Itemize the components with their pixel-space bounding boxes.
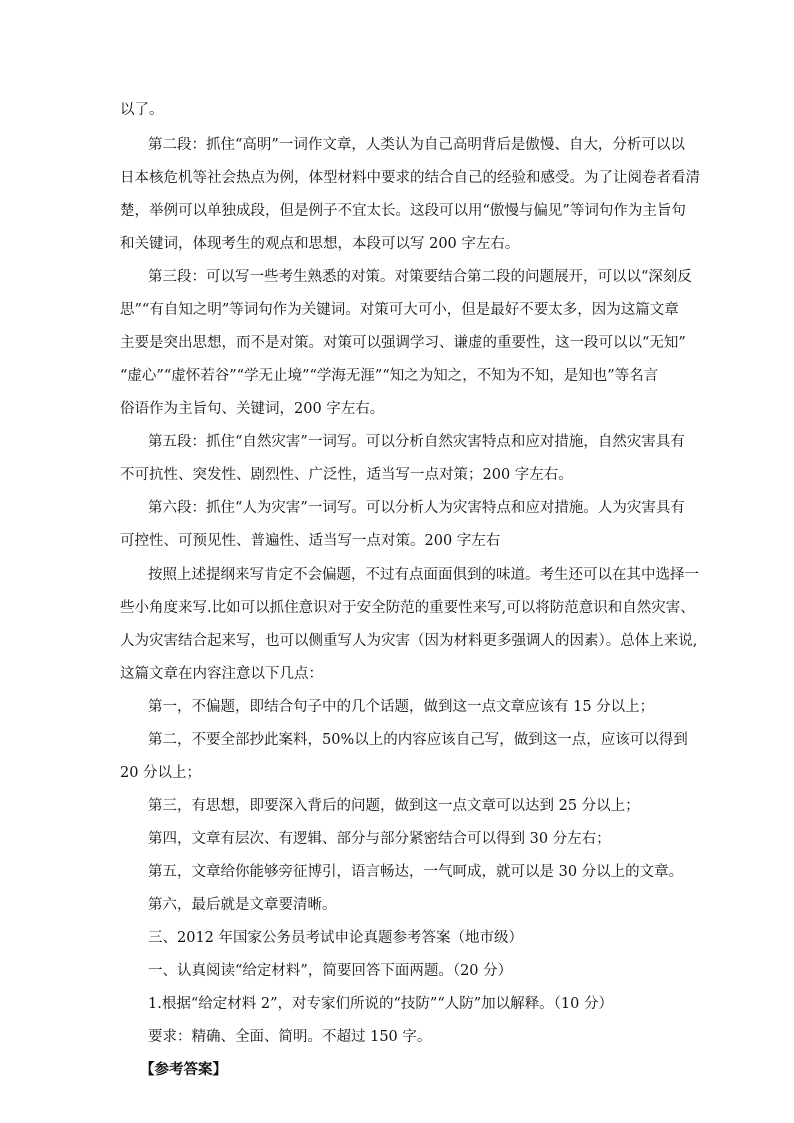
text-line: 俗语作为主旨句、关键词，200 字左右。: [120, 401, 385, 417]
question-heading: 一、认真阅读“给定材料”，简要回答下面两题。（20 分）: [148, 963, 513, 979]
list-item: 第三，有思想，即要深入背后的问题，做到这一点文章可以达到 25 分以上；: [148, 798, 640, 814]
text-line: 楚，举例可以单独成段，但是例子不宜太长。这段可以用“傲慢与偏见”等词句作为主旨句: [120, 203, 686, 219]
text-line: “虚心”“虚怀若谷”“学无止境”“学海无涯”“知之为知之，不知为不知，是知也”等名言: [120, 368, 659, 384]
list-item: 第五，文章给你能够旁征博引，语言畅达，一气呵成，就可以是 30 分以上的文章。: [148, 864, 684, 880]
text-line: 和关键词，体现考生的观点和思想，本段可以写 200 字左右。: [120, 236, 520, 252]
paragraph-line: 第三段：可以写一些考生熟悉的对策。对策要结合第二段的问题展开，可以以“深刻反: [148, 269, 692, 285]
text-line: 这篇文章在内容注意以下几点：: [120, 666, 323, 682]
paragraph-line: 按照上述提纲来写肯定不会偏题，不过有点面面俱到的味道。考生还可以在其中选择一: [148, 567, 699, 583]
list-item: 第四，文章有层次、有逻辑、部分与部分紧密结合可以得到 30 分左右；: [148, 831, 611, 847]
question-requirement: 要求：精确、全面、简明。不超过 150 字。: [148, 1029, 432, 1045]
text-line: 不可抗性、突发性、剧烈性、广泛性，适当写一点对策；200 字左右。: [120, 467, 573, 483]
list-item: 第二，不要全部抄此案料，50%以上的内容应该自己写，做到这一点，应该可以得到: [148, 732, 688, 748]
section-heading: 三、2012 年国家公务员考试申论真题参考答案（地市级）: [148, 930, 524, 946]
question-text: 1.根据“给定材料 2”，对专家们所说的“技防”“人防”加以解释。（10 分）: [148, 996, 613, 1012]
text-line: 思”“有自知之明”等词句作为关键词。对策可大可小，但是最好不要太多，因为这篇文章: [120, 302, 679, 318]
text-line: 以了。: [120, 102, 164, 118]
text-line: 主要是突出思想，而不是对策。对策可以强调学习、谦虚的重要性，这一段可以以“无知”: [120, 335, 686, 351]
text-line: 可控性、可预见性、普遍性、适当写一点对策。200 字左右: [120, 533, 501, 549]
list-item: 第一，不偏题，即结合句子中的几个话题，做到这一点文章应该有 15 分以上；: [148, 699, 655, 715]
reference-answer-heading: 【参考答案】: [140, 1061, 227, 1078]
text-line: 20 分以上；: [120, 765, 202, 781]
text-line: 人为灾害结合起来写，也可以侧重写人为灾害（因为材料更多强调人的因素）。总体上来说,: [120, 633, 698, 649]
paragraph-line: 第六段：抓住“人为灾害”一词写。可以分析人为灾害特点和应对措施。人为灾害具有: [148, 500, 685, 516]
paragraph-line: 第二段：抓住“高明”一词作文章，人类认为自己高明背后是傲慢、自大，分析可以以: [148, 137, 685, 153]
text-line: 些小角度来写.比如可以抓住意识对于安全防范的重要性来写,可以将防范意识和自然灾害、: [120, 600, 695, 616]
paragraph-line: 第五段：抓住“自然灾害”一词写。可以分析自然灾害特点和应对措施，自然灾害具有: [148, 434, 685, 450]
list-item: 第六，最后就是文章要清晰。: [148, 897, 337, 913]
text-line: 日本核危机等社会热点为例，体型材料中要求的结合自己的经验和感受。为了让阅卷者看清: [120, 170, 700, 186]
